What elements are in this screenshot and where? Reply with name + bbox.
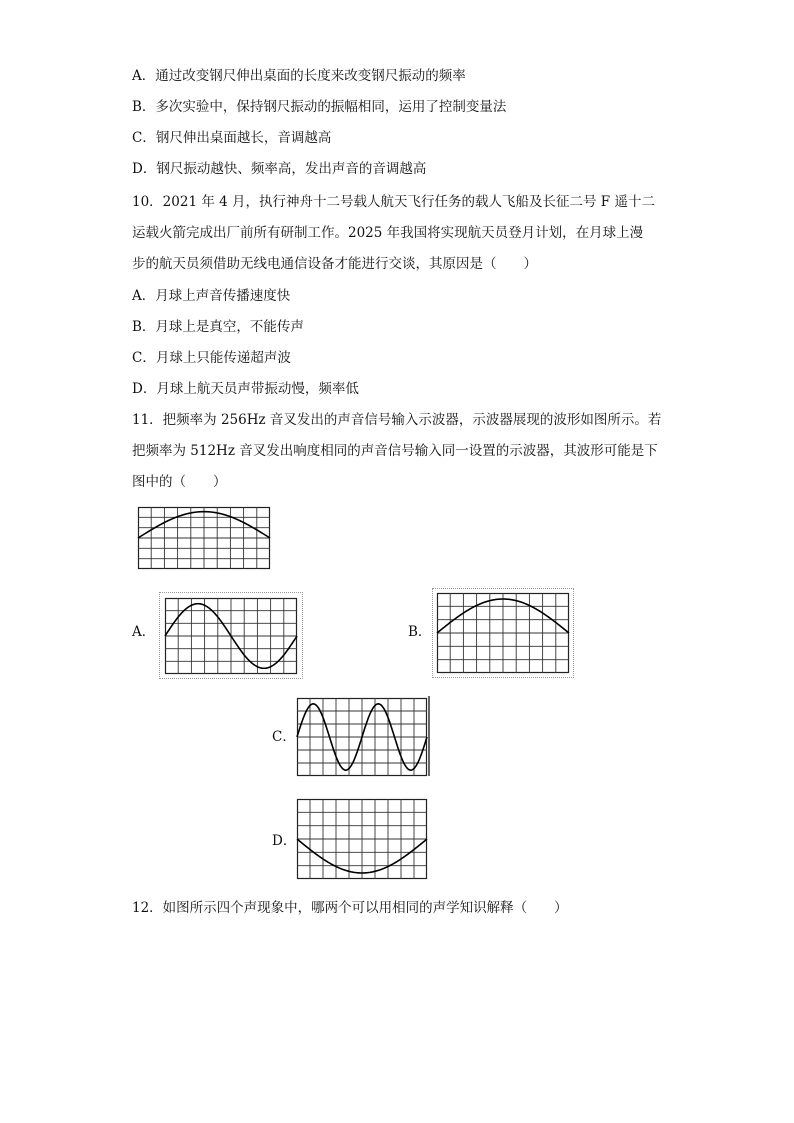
q9-option-d: D．钢尺振动越快、频率高，发出声音的音调越高 bbox=[132, 161, 427, 177]
q10-option-d: D．月球上航天员声带振动慢，频率低 bbox=[132, 381, 359, 397]
q10-option-a: A．月球上声音传播速度快 bbox=[132, 288, 291, 304]
option-c-edge-bar bbox=[428, 696, 430, 776]
grid-group bbox=[138, 507, 270, 569]
option-c-waveform-figure bbox=[297, 698, 427, 776]
option-d-waveform-figure bbox=[297, 799, 427, 879]
q12-stem-line-1: 12．如图所示四个声现象中，哪两个可以用相同的声学知识解释（ ） bbox=[132, 900, 568, 916]
q11-stem-line-1: 11．把频率为 256Hz 音叉发出的声音信号输入示波器，示波器展现的波形如图所示。若 bbox=[132, 412, 662, 428]
grid-group bbox=[437, 593, 569, 673]
option-a-waveform-figure bbox=[165, 598, 297, 674]
q11-option-b-label: B． bbox=[408, 624, 432, 640]
q10-option-b: B．月球上是真空，不能传声 bbox=[132, 319, 304, 335]
q9-option-b: B．多次实验中，保持钢尺振动的振幅相同，运用了控制变量法 bbox=[132, 99, 507, 115]
q11-option-d-label: D． bbox=[272, 833, 297, 849]
reference-waveform-figure bbox=[138, 507, 270, 569]
q11-stem-line-3: 图中的（ ） bbox=[132, 474, 227, 490]
q10-stem-line-1: 10．2021 年 4 月，执行神舟十二号载人航天飞行任务的载人飞船及长征二号 F 遥十二 bbox=[132, 194, 655, 210]
q10-stem-line-2: 运载火箭完成出厂前所有研制工作。2025 年我国将实现航天员登月计划，在月球上漫 bbox=[132, 225, 644, 241]
q11-option-c-label: C． bbox=[272, 729, 296, 745]
q11-option-a-label: A． bbox=[132, 624, 156, 640]
q10-stem-line-3: 步的航天员须借助无线电通信设备才能进行交谈，其原因是（ ） bbox=[132, 256, 537, 272]
grid-group bbox=[297, 799, 427, 879]
q9-option-c: C．钢尺伸出桌面越长，音调越高 bbox=[132, 130, 332, 146]
q10-option-c: C．月球上只能传递超声波 bbox=[132, 350, 291, 366]
q9-option-a: A．通过改变钢尺伸出桌面的长度来改变钢尺振动的频率 bbox=[132, 68, 466, 84]
q11-stem-line-2: 把频率为 512Hz 音叉发出响度相同的声音信号输入同一设置的示波器，其波形可能是下 bbox=[132, 443, 658, 459]
option-b-waveform-figure bbox=[437, 593, 569, 673]
